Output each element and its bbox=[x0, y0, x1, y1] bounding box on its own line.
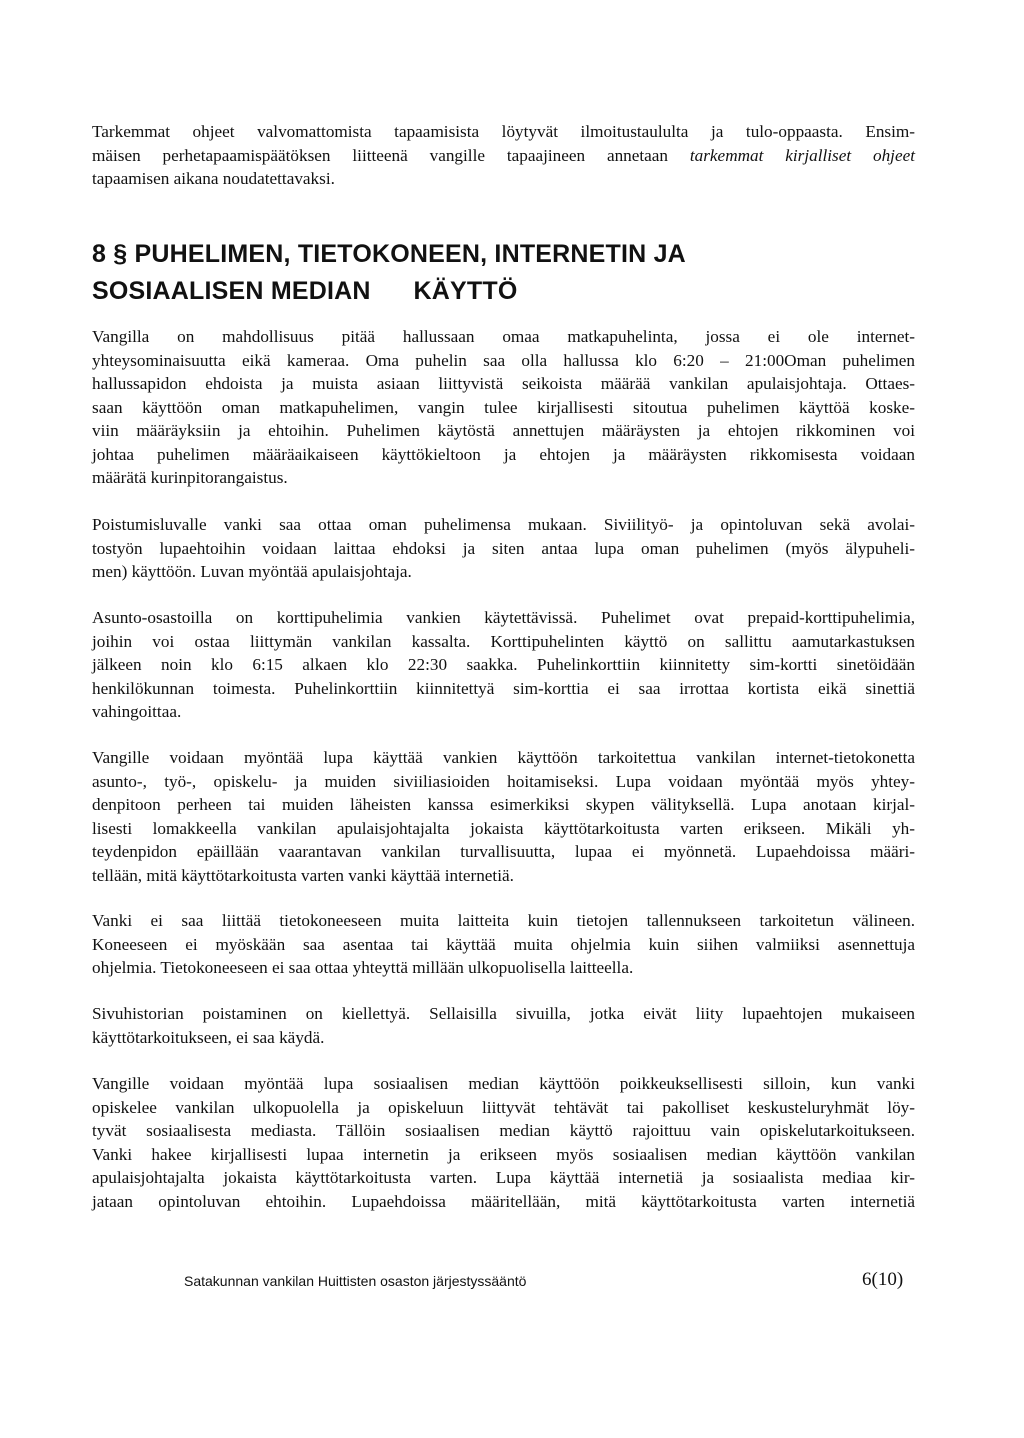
paragraph-line: johtaa puhelimen määräaikaiseen käyttökieltoon ja ehtojen ja määräysten rikkomisesta voidaan bbox=[92, 444, 915, 464]
page-number: 6(10) bbox=[862, 1269, 904, 1290]
paragraph-line: tapaamisen aikana noudatettavaksi. bbox=[92, 169, 335, 188]
paragraph-line: Vangille voidaan myöntää lupa sosiaalisen median käyttöön poikkeuksellisesti silloin, kun vanki bbox=[92, 1074, 915, 1093]
paragraph-line: joihin voi ostaa liittymän vankilan kassalta. Korttipuhelinten käyttö on sallittu aamutarkastuksen bbox=[92, 631, 915, 651]
body-paragraph bbox=[92, 1002, 915, 1049]
paragraph-line-text: mäisen perhetapaamispäätöksen liitteenä vangille tapaajineen annetaan bbox=[92, 145, 690, 165]
paragraph-line: asunto-, työ-, opiskelu- ja muiden siviiliasioiden hoitamiseksi. Lupa voidaan myöntää myös yhtey- bbox=[92, 771, 915, 791]
paragraph-line: Vangilla on mahdollisuus pitää hallussaan omaa matkapuhelinta, jossa ei ole internet- bbox=[92, 327, 915, 346]
paragraph-line: jataan opintoluvan ehtoihin. Lupaehdoissa määritellään, mitä käyttötarkoitusta varten internetiä bbox=[92, 1191, 915, 1211]
paragraph-line: Sivuhistorian poistaminen on kiellettyä. Sellaisilla sivuilla, jotka eivät liity lupaehtojen mukaiseen bbox=[92, 1004, 915, 1023]
paragraph-line: jälkeen noin klo 6:15 alkaen klo 22:30 saakka. Puhelinkorttiin kiinnitetty sim-kortti sinetöidään bbox=[92, 655, 915, 674]
paragraph-line: Vanki ei saa liittää tietokoneeseen muita laitteita kuin tietojen tallennukseen tarkoitetun välineen. bbox=[92, 911, 915, 930]
paragraph-line: vahingoittaa. bbox=[92, 702, 182, 721]
body-paragraph bbox=[92, 909, 915, 980]
paragraph-line: tellään, mitä käyttötarkoitusta varten vanki käyttää internetiä. bbox=[92, 865, 514, 885]
paragraph-line: käyttötarkoitukseen, ei saa käydä. bbox=[92, 1027, 325, 1047]
paragraph-line: Koneeseen ei myöskään saa asentaa tai käyttää muita ohjelmia kuin siihen valmiiksi asennettuja bbox=[92, 934, 915, 954]
body-paragraph bbox=[92, 1072, 915, 1213]
paragraph-line: tostyön lupaehtoihin voidaan laittaa ehdoksi ja siten antaa lupa oman puhelimen (myös älypuheli- bbox=[92, 538, 915, 558]
paragraph-line: denpitoon perheen tai muiden läheisten kanssa esimerkiksi skypen välityksellä. Lupa anotaan kirjal- bbox=[92, 795, 915, 814]
paragraph-line: yhteysominaisuutta eikä kameraa. Oma puhelin saa olla hallussa klo 6:20 – 21:00Oman puhelimen bbox=[92, 350, 915, 370]
paragraph-line: teydenpidon epäillään vaarantavan vankilan turvallisuutta, lupaa ei myönnetä. Lupaehdoissa määri- bbox=[92, 842, 915, 861]
body-paragraph bbox=[92, 513, 915, 584]
paragraph-line: men) käyttöön. Luvan myöntää apulaisjohtaja. bbox=[92, 562, 412, 581]
paragraph-line: Poistumisluvalle vanki saa ottaa oman puhelimensa mukaan. Siviilityö- ja opintoluvan sekä avolai- bbox=[92, 515, 915, 534]
paragraph-line: Asunto-osastoilla on korttipuhelimia vankien käytettävissä. Puhelimet ovat prepaid-korttipuhelimia, bbox=[92, 608, 915, 627]
section-heading bbox=[92, 236, 932, 310]
paragraph-line: ohjelmia. Tietokoneeseen ei saa ottaa yhteyttä millään ulkopuolisella laitteella. bbox=[92, 958, 634, 977]
paragraph-line: Vanki hakee kirjallisesti lupaa internetin ja erikseen myös sosiaalisen median käyttöön vankilan bbox=[92, 1144, 915, 1164]
body-paragraph bbox=[92, 325, 915, 490]
italic-emphasis: tarkemmat kirjalliset ohjeet bbox=[689, 145, 915, 165]
paragraph-line: Tarkemmat ohjeet valvomattomista tapaamisista löytyvät ilmoitustaululta ja tulo-oppaasta. Ensim- bbox=[92, 122, 915, 141]
paragraph-line: hallussapidon ehdoista ja muista asiaan liittyvistä seikoista määrää vankilan apulaisjohtaja. Ottaes- bbox=[92, 374, 915, 393]
paragraph-line: Vangille voidaan myöntää lupa käyttää vankien käyttöön tarkoitettua vankilan internet-tietokonetta bbox=[92, 748, 915, 767]
paragraph-line: määrätä kurinpitorangaistus. bbox=[92, 468, 288, 487]
body-paragraph bbox=[92, 746, 915, 887]
section-heading-line: SOSIAALISEN MEDIAN KÄYTTÖ bbox=[92, 277, 518, 305]
paragraph-line: lisesti lomakkeella vankilan apulaisjohtajalta jokaista käyttötarkoitusta varten erikseen. Mikäli yh- bbox=[92, 818, 915, 838]
footer-title: Satakunnan vankilan Huittisten osaston järjestyssääntö bbox=[184, 1273, 527, 1289]
paragraph-line bbox=[92, 144, 915, 168]
paragraph-line: tyvät sosiaalisesta mediasta. Tällöin sosiaalisen median käyttö rajoittuu vain opiskelutarkoitukseen. bbox=[92, 1121, 915, 1140]
body-paragraph bbox=[92, 606, 915, 724]
paragraph-line: viin määräyksiin ja ehtoihin. Puhelimen käytöstä annettujen määräysten ja ehtojen rikkominen voi bbox=[92, 421, 915, 440]
paragraph-line: opiskelee vankilan ulkopuolella ja opiskeluun liittyvät tehtävät tai pakolliset keskusteluryhmät löy- bbox=[92, 1097, 915, 1117]
intro-paragraph bbox=[92, 120, 915, 191]
section-heading-line: 8 § PUHELIMEN, TIETOKONEEN, INTERNETIN JA bbox=[92, 240, 686, 268]
paragraph-line: henkilökunnan toimesta. Puhelinkorttiin kiinnitettyä sim-korttia ei saa irrottaa kortista eikä sinettiä bbox=[92, 678, 915, 698]
paragraph-line: saan käyttöön oman matkapuhelimen, vangin tulee kirjallisesti sitoutua puhelimen käyttöä koske- bbox=[92, 397, 915, 417]
paragraph-line: apulaisjohtajalta jokaista käyttötarkoitusta varten. Lupa käyttää internetiä ja sosiaalista mediaa kir- bbox=[92, 1168, 915, 1187]
